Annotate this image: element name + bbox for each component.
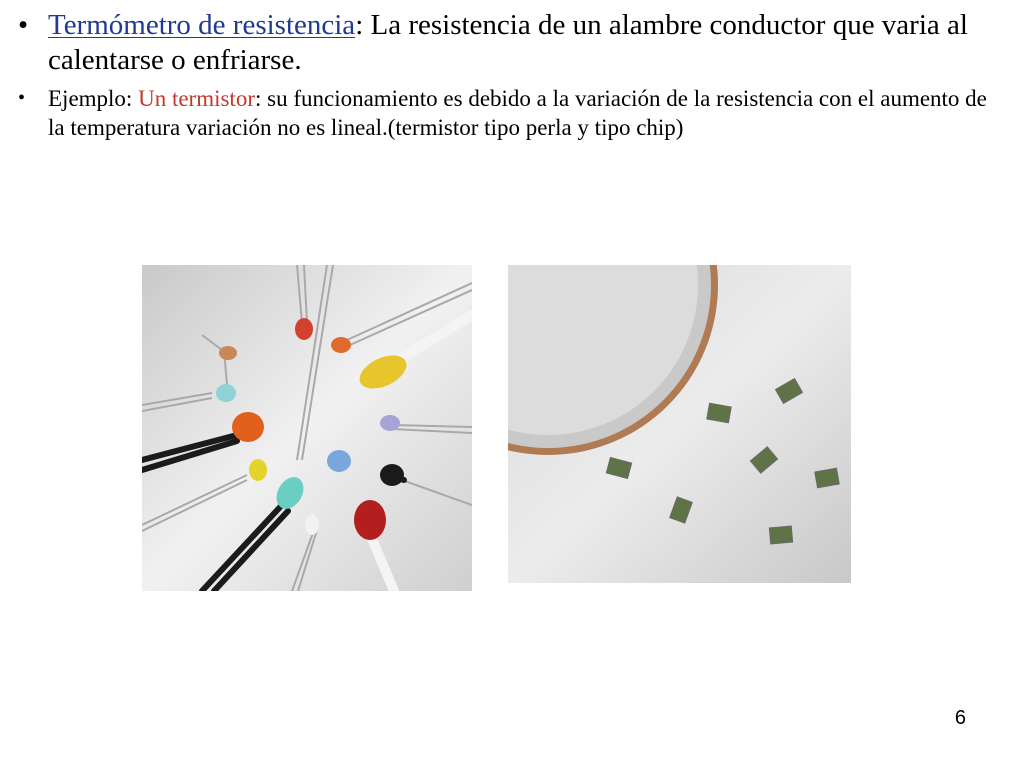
example-prefix: Ejemplo:	[48, 86, 139, 111]
page-number: 6	[954, 707, 966, 729]
bullet-list	[18, 8, 1008, 142]
definition-text: La resistencia de un alambre conductor que varia al calentarse o enfriarse.	[48, 9, 968, 76]
term-link[interactable]: Termómetro de resistencia	[48, 9, 356, 41]
bullet-resistance-thermometer	[18, 8, 1008, 78]
term-colon: :	[355, 9, 364, 41]
bead-thermistors-photo	[142, 265, 472, 591]
example-text: : su funcionamiento es debido a la variación de la resistencia con el aumento de la temperatura variación no es lineal.(termistor tipo perla y tipo chip)	[48, 86, 987, 140]
thermistor-term: Un termistor	[138, 86, 255, 111]
bullet-example	[18, 84, 1008, 142]
chip-thermistors-photo	[508, 265, 851, 583]
